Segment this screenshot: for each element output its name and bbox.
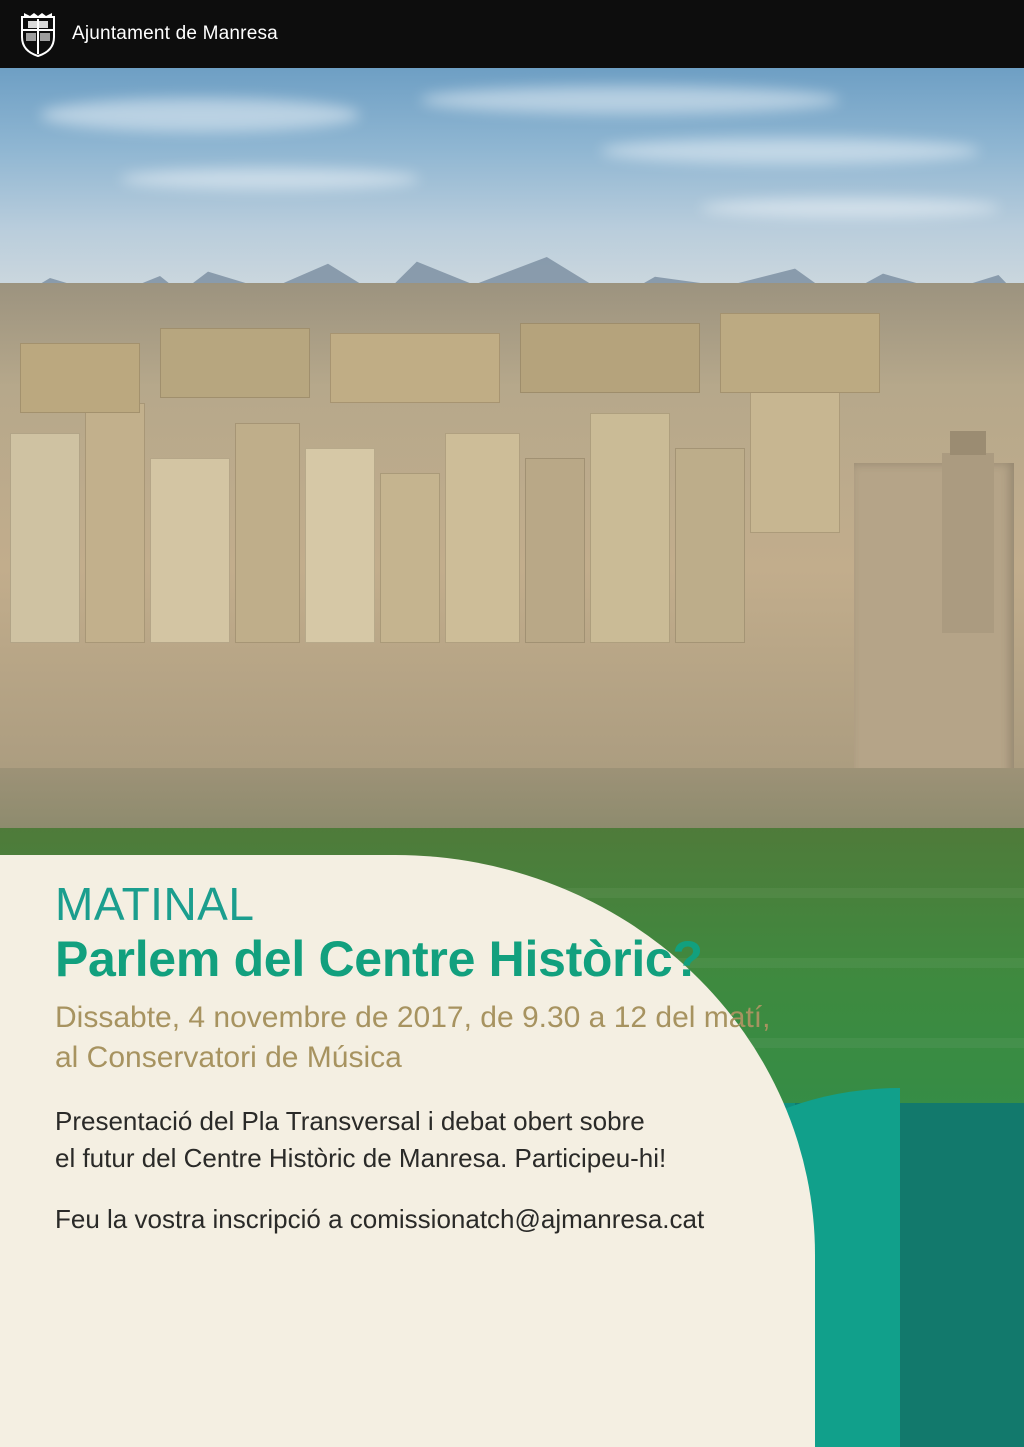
subtitle-line-2: al Conservatori de Música xyxy=(55,1040,402,1074)
header-bar xyxy=(0,0,1024,68)
institution-name: Ajuntament de Manresa xyxy=(72,23,278,44)
subtitle-line-1: Dissabte, 4 novembre de 2017, de 9.30 a 12 del matí, xyxy=(55,1001,771,1035)
poster-content xyxy=(55,880,815,1238)
bell-tower xyxy=(942,453,994,633)
cityscape xyxy=(0,283,1024,803)
poster-subtitle xyxy=(55,998,815,1077)
cloud xyxy=(40,98,360,132)
poster-kicker: MATINAL xyxy=(55,878,255,930)
poster-description xyxy=(55,1103,815,1177)
registration-line: Feu la vostra inscripció a comissionatch@ajmanresa.cat xyxy=(55,1204,705,1235)
manresa-coat-of-arms-icon xyxy=(18,11,58,57)
cloud xyxy=(420,86,840,114)
poster-title: Parlem del Centre Històric? xyxy=(55,931,703,988)
content-panel-base xyxy=(0,1300,815,1447)
description-line-2: el futur del Centre Històric de Manresa. Participeu-hi! xyxy=(55,1143,667,1174)
cloud xyxy=(600,138,980,164)
cloud xyxy=(120,168,420,190)
cloud xyxy=(700,198,1000,218)
description-line-1: Presentació del Pla Transversal i debat obert sobre xyxy=(55,1106,645,1137)
